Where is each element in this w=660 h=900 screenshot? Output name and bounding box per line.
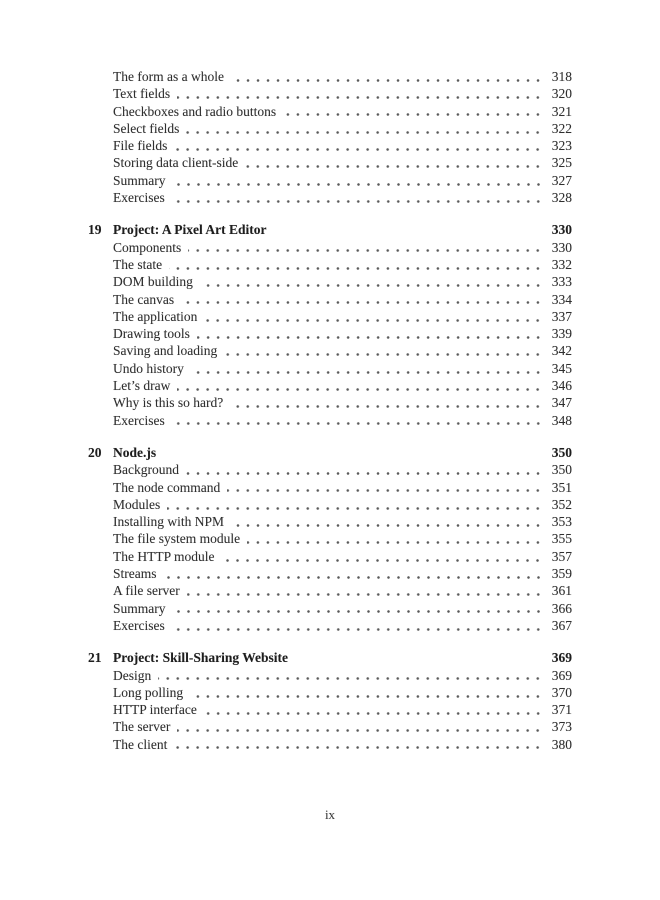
chapter-page-number: 330 <box>551 222 572 238</box>
dot-leader <box>227 489 543 492</box>
chapter-number: 21 <box>88 650 102 666</box>
toc-entry-row <box>88 412 572 429</box>
dot-leader <box>245 165 543 168</box>
toc-entry-label: The application <box>113 308 198 324</box>
toc-entry-label: Undo history <box>113 360 184 376</box>
toc-entry-label: Long polling <box>113 684 184 700</box>
toc-entry-label: File fields <box>113 138 168 154</box>
dot-leader <box>169 267 543 270</box>
chapter-number: 19 <box>88 222 102 238</box>
toc-entry-label: The form as a whole <box>113 69 224 84</box>
dot-leader <box>177 96 543 99</box>
dot-leader <box>197 336 543 339</box>
toc-entry-label: Select fields <box>113 120 180 136</box>
toc-entry-row <box>88 360 572 377</box>
toc-entry-page-number: 321 <box>551 103 572 119</box>
dot-leader <box>231 524 543 527</box>
toc-entry-label: A file server <box>113 583 180 599</box>
toc-entry-label: DOM building <box>113 274 193 290</box>
dot-leader <box>181 301 543 304</box>
dot-leader <box>230 405 543 408</box>
toc-entry-page-number: 348 <box>551 412 572 428</box>
toc-entry-label: Why is this so hard? <box>113 395 224 411</box>
toc-entry-label: HTTP interface <box>113 702 197 718</box>
toc-section <box>88 68 572 206</box>
toc-entry-page-number: 330 <box>551 239 572 255</box>
dot-leader <box>167 507 543 510</box>
toc-entry-page-number: 366 <box>551 600 572 616</box>
dot-leader <box>204 319 543 322</box>
toc-entry-row <box>88 154 572 171</box>
toc-entry-row <box>88 617 572 634</box>
toc-chapter-row <box>88 444 572 461</box>
toc-entry-label: Exercises <box>113 412 165 428</box>
dot-leader <box>283 113 543 116</box>
toc-entry-row <box>88 291 572 308</box>
toc-entry-row <box>88 479 572 496</box>
toc-entry-page-number: 352 <box>551 496 572 512</box>
toc-entry-page-number: 346 <box>551 378 572 394</box>
toc-entry-row <box>88 496 572 513</box>
dot-leader <box>174 148 543 151</box>
toc-entry-label: Checkboxes and radio buttons <box>113 103 277 119</box>
dot-leader <box>177 729 543 732</box>
toc-entry-page-number: 359 <box>551 566 572 582</box>
toc-entry-label: Text fields <box>113 86 171 102</box>
toc-entry-row <box>88 85 572 102</box>
dot-leader <box>173 183 544 186</box>
toc-chapter-row <box>88 649 572 666</box>
dot-leader <box>172 422 543 425</box>
toc-entry-row <box>88 600 572 617</box>
toc-entry-row <box>88 120 572 137</box>
toc-entry-label: Exercises <box>113 617 165 633</box>
toc-entry-row <box>88 273 572 290</box>
toc-entry-label: The client <box>113 736 168 752</box>
table-of-contents <box>88 68 572 753</box>
dot-leader <box>186 472 543 475</box>
toc-entry-page-number: 320 <box>551 86 572 102</box>
toc-entry-label: Summary <box>113 172 166 188</box>
chapter-title: Project: Skill-Sharing Website <box>113 650 288 666</box>
toc-entry-row <box>88 377 572 394</box>
toc-entry-row <box>88 172 572 189</box>
toc-entry-label: The HTTP module <box>113 548 215 564</box>
toc-entry-page-number: 350 <box>551 462 572 478</box>
toc-entry-label: Drawing tools <box>113 326 190 342</box>
toc-entry-label: Storing data client-side <box>113 155 239 171</box>
toc-entry-row <box>88 513 572 530</box>
toc-entry-page-number: 342 <box>551 343 572 359</box>
dot-leader <box>172 200 543 203</box>
toc-entry-page-number: 357 <box>551 548 572 564</box>
toc-entry-page-number: 337 <box>551 308 572 324</box>
toc-entry-page-number: 328 <box>551 190 572 206</box>
toc-entry-label: Background <box>113 462 179 478</box>
toc-entry-label: Design <box>113 667 152 683</box>
toc-entry-row <box>88 394 572 411</box>
toc-entry-list <box>88 667 572 753</box>
toc-entry-page-number: 367 <box>551 617 572 633</box>
toc-section <box>88 444 572 634</box>
toc-entry-row <box>88 530 572 547</box>
dot-leader <box>174 746 543 749</box>
dot-leader <box>247 541 543 544</box>
toc-section <box>88 221 572 429</box>
toc-entry-label: Let’s draw <box>113 378 171 394</box>
toc-entry-label: The server <box>113 719 171 735</box>
dot-leader <box>187 593 543 596</box>
chapter-title: Project: A Pixel Art Editor <box>113 222 267 238</box>
toc-chapter-row <box>88 221 572 238</box>
toc-entry-page-number: 351 <box>551 479 572 495</box>
toc-entry-label: Streams <box>113 566 157 582</box>
toc-entry-list <box>88 239 572 429</box>
toc-entry-row <box>88 342 572 359</box>
toc-entry-label: Summary <box>113 600 166 616</box>
dot-leader <box>172 628 543 631</box>
toc-entry-label: The node command <box>113 479 221 495</box>
toc-entry-page-number: 323 <box>551 138 572 154</box>
toc-entry-row <box>88 461 572 478</box>
toc-entry-row <box>88 701 572 718</box>
dot-leader <box>190 695 543 698</box>
dot-leader <box>158 677 543 680</box>
toc-entry-page-number: 373 <box>551 719 572 735</box>
toc-entry-page-number: 345 <box>551 360 572 376</box>
toc-section <box>88 649 572 753</box>
toc-entry-row <box>88 308 572 325</box>
toc-entry-page-number: 333 <box>551 274 572 290</box>
dot-leader <box>173 610 544 613</box>
toc-entry-row <box>88 103 572 120</box>
toc-entry-page-number: 318 <box>551 69 572 84</box>
toc-entry-page-number: 334 <box>551 291 572 307</box>
dot-leader <box>224 353 543 356</box>
toc-entry-row <box>88 239 572 256</box>
toc-entry-list <box>88 461 572 634</box>
toc-entry-page-number: 322 <box>551 120 572 136</box>
toc-entry-label: Modules <box>113 496 161 512</box>
toc-entry-label: The canvas <box>113 291 175 307</box>
toc-entry-label: Exercises <box>113 190 165 206</box>
chapter-page-number: 369 <box>551 650 572 666</box>
toc-entry-row <box>88 667 572 684</box>
page-footer <box>0 807 660 823</box>
toc-entry-page-number: 353 <box>551 514 572 530</box>
toc-entry-row <box>88 718 572 735</box>
toc-entry-page-number: 370 <box>551 684 572 700</box>
toc-entry-row <box>88 68 572 85</box>
toc-entry-row <box>88 684 572 701</box>
toc-entry-row <box>88 565 572 582</box>
toc-entry-page-number: 380 <box>551 736 572 752</box>
toc-entry-label: Saving and loading <box>113 343 218 359</box>
dot-leader <box>164 576 544 579</box>
dot-leader <box>186 131 543 134</box>
dot-leader <box>231 79 543 82</box>
dot-leader <box>204 712 543 715</box>
toc-entry-label: The state <box>113 256 163 272</box>
toc-entry-label: Components <box>113 239 182 255</box>
toc-entry-label: Installing with NPM <box>113 514 225 530</box>
chapter-number: 20 <box>88 444 102 460</box>
toc-entry-label: The file system module <box>113 531 241 547</box>
toc-entry-row <box>88 189 572 206</box>
toc-entry-page-number: 339 <box>551 326 572 342</box>
folio-page-number: ix <box>324 807 336 822</box>
toc-entry-page-number: 355 <box>551 531 572 547</box>
toc-entry-row <box>88 137 572 154</box>
toc-entry-page-number: 327 <box>551 172 572 188</box>
toc-entry-page-number: 371 <box>551 702 572 718</box>
toc-entry-row <box>88 256 572 273</box>
toc-entry-page-number: 325 <box>551 155 572 171</box>
toc-entry-list <box>88 68 572 206</box>
toc-entry-page-number: 347 <box>551 395 572 411</box>
dot-leader <box>188 249 543 252</box>
chapter-page-number: 350 <box>551 444 572 460</box>
dot-leader <box>200 284 543 287</box>
toc-entry-row <box>88 325 572 342</box>
toc-entry-row <box>88 548 572 565</box>
dot-leader <box>191 371 543 374</box>
toc-entry-page-number: 369 <box>551 667 572 683</box>
dot-leader <box>221 559 543 562</box>
dot-leader <box>177 388 543 391</box>
toc-entry-row <box>88 582 572 599</box>
chapter-title: Node.js <box>113 444 157 460</box>
toc-entry-page-number: 332 <box>551 256 572 272</box>
toc-entry-row <box>88 736 572 753</box>
toc-entry-page-number: 361 <box>551 583 572 599</box>
